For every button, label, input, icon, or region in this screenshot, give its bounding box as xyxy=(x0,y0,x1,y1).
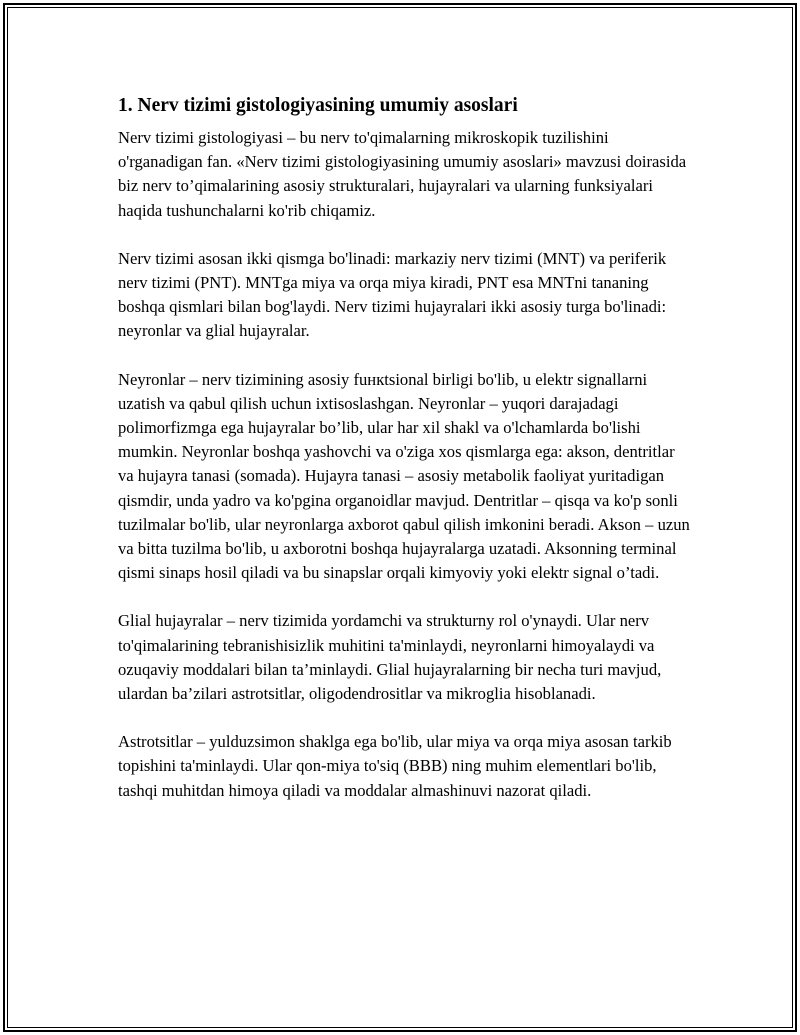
document-title: 1. Nerv tizimi gistologiyasining umumiy asoslari xyxy=(118,95,518,116)
paragraph-nervous-system-divisions: Nerv tizimi asosan ikki qismga bo'linadi: markaziy nerv tizimi (MNT) va periferik nerv tizimi (PNT). MNTga miya va orqa miya kiradi, PNT esa MNTni tananing boshqa qismlari bilan bog'laydi. Nerv tizimi hujayralari ikki asosiy turga bo'linadi: neyronlar va glial hujayralar. xyxy=(118,248,667,341)
paragraph-astrocytes: Astrotsitlar – yulduzsimon shaklga ega bo'lib, ular miya va orqa miya asosan tarkib topishini ta'minlaydi. Ular qon-miya to'siq (BBB) ning muhim elementlari bo'lib, tashqi muhitdan himoya qiladi va moddalar almashinuvi nazorat qiladi. xyxy=(118,732,672,800)
paragraph-intro: Nerv tizimi gistologiyasi – bu nerv to'qimalarning mikroskopik tuzilishini o'rganadigan fan. «Nerv tizimi gistologiyasining umumiy asoslari» mavzusi doirasida biz nerv to’qimalarining asosiy strukturalari, hujayralari va ularning funksiyalari haqida tushunchalarni ko'rib chiqamiz. xyxy=(118,128,687,220)
paragraph-neurons: Neyronlar – nerv tizimining asosiy fuнкtsional birligi bo'lib, u elektr signallarni uzatish va qabul qilish uchun ixtisoslashgan. Neyronlar – yuqori darajadagi polimorfizmga ega hujayralar bo’lib, ular har xil shakl va o'lchamlarda bo'lishi mumkin. Neyronlar boshqa yashovchi va o'ziga xos qismlarga ega: akson, dentritlar va hujayra tanasi (somada). Hujayra tanasi – asosiy metabolik faoliyat yuritadigan qismdir, unda yadro va ko'pgina organoidlar mavjud. Dentritlar – qisqa va ko'p sonli tuzilmalar bo'lib, ular neyronlarga axborot qabul qilish imkonini beradi. Akson – uzun va bitta tuzilma bo'lib, u axborotni boshqa hujayralarga uzatadi. Aksonning terminal qismi sinaps hosil qiladi va bu sinapslar orqali kimyoviy yoki elektr signal o’tadi. xyxy=(118,369,690,583)
document-body xyxy=(118,92,690,827)
paragraph-glial-cells: Glial hujayralar – nerv tizimida yordamchi va strukturny rol o'ynaydi. Ular nerv to'qimalarining tebranishisizlik muhitini ta'minlaydi, neyronlarni himoyalaydi va ozuqaviy moddalari bilan ta’minlaydi. Glial hujayralarning bir necha turi mavjud, ulardan ba’zilari astrotsitlar, oligodendrositlar va mikroglia hisoblanadi. xyxy=(118,611,662,704)
